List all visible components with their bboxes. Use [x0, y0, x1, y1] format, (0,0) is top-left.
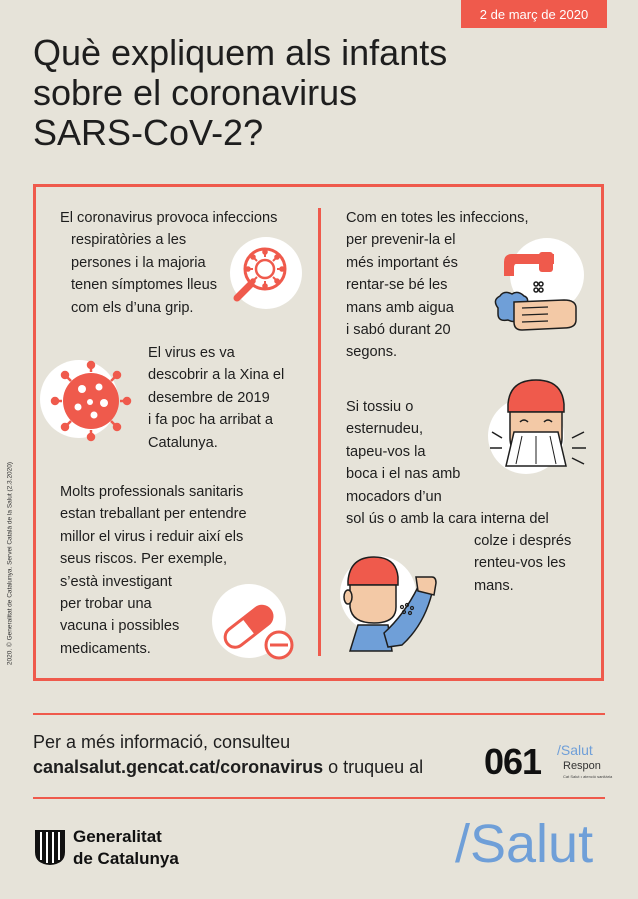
generalitat-line-2: de Catalunya	[73, 849, 179, 868]
phone-tiny: Cat Salut • atenció sanitària	[563, 774, 613, 779]
side-credit	[0, 440, 14, 700]
paragraph-infections: El coronavirus provoca infeccions respiratòries a les persones i la majoria tenen símptomes lleus com els d’una grip.	[60, 210, 278, 316]
phone-brand: /Salut	[557, 742, 593, 758]
paragraph-elbow: colze i després renteu-vos les mans.	[474, 533, 572, 594]
elbow-cough-icon	[344, 555, 440, 655]
info-line: Per a més informació, consulteu	[33, 732, 291, 752]
column-divider	[318, 208, 321, 656]
divider-bottom	[33, 797, 605, 799]
generalitat-line-1: Generalitat	[73, 827, 162, 846]
sneeze-tissue-icon	[500, 378, 590, 478]
title-line-3: SARS-CoV-2?	[33, 112, 264, 153]
pills-icon	[222, 598, 302, 668]
info-rest: o truqueu al	[323, 757, 424, 777]
phone-number: 061	[484, 741, 542, 782]
paragraph-research: Molts professionals sanitaris estan treballant per entendre millor el virus i reduir així els seus riscos. Per exemple, s’està investigant per trobar una vacuna i possibles medicaments.	[60, 484, 247, 657]
generalitat-logo-icon	[33, 828, 67, 866]
page-title	[33, 33, 593, 153]
info-url-link[interactable]: canalsalut.gencat.cat/coronavirus	[33, 757, 324, 777]
handwashing-icon	[492, 250, 592, 345]
title-line-2: sobre el coronavirus	[33, 72, 358, 113]
paragraph-handwashing: Com en totes les infeccions, per prevenir-la el més important és rentar-se bé les mans amb aigua i sabó durant 20 segons.	[346, 210, 529, 361]
info-line-link	[33, 757, 423, 778]
divider-top	[33, 713, 605, 715]
magnifier-virus-icon	[220, 240, 300, 315]
title-line-1: Què expliquem als infants	[33, 32, 448, 73]
paragraph-origin: El virus es va descobrir a la Xina el desembre de 2019 i fa poc ha arribat a Catalunya.	[148, 345, 285, 451]
phone-sub: Respon	[563, 760, 601, 772]
salut-brand: /Salut	[455, 814, 594, 874]
paragraph-cough: Si tossiu o esternudeu, tapeu-vos la boca i el nas amb mocadors d’un sol ús o amb la cara interna del	[346, 399, 549, 528]
side-credit-text: 2020. © Generalitat de Catalunya. Servei Català de la Salut (2.3.2020)	[6, 461, 14, 666]
date-badge: 2 de març de 2020	[461, 0, 607, 28]
virus-icon	[48, 358, 138, 448]
